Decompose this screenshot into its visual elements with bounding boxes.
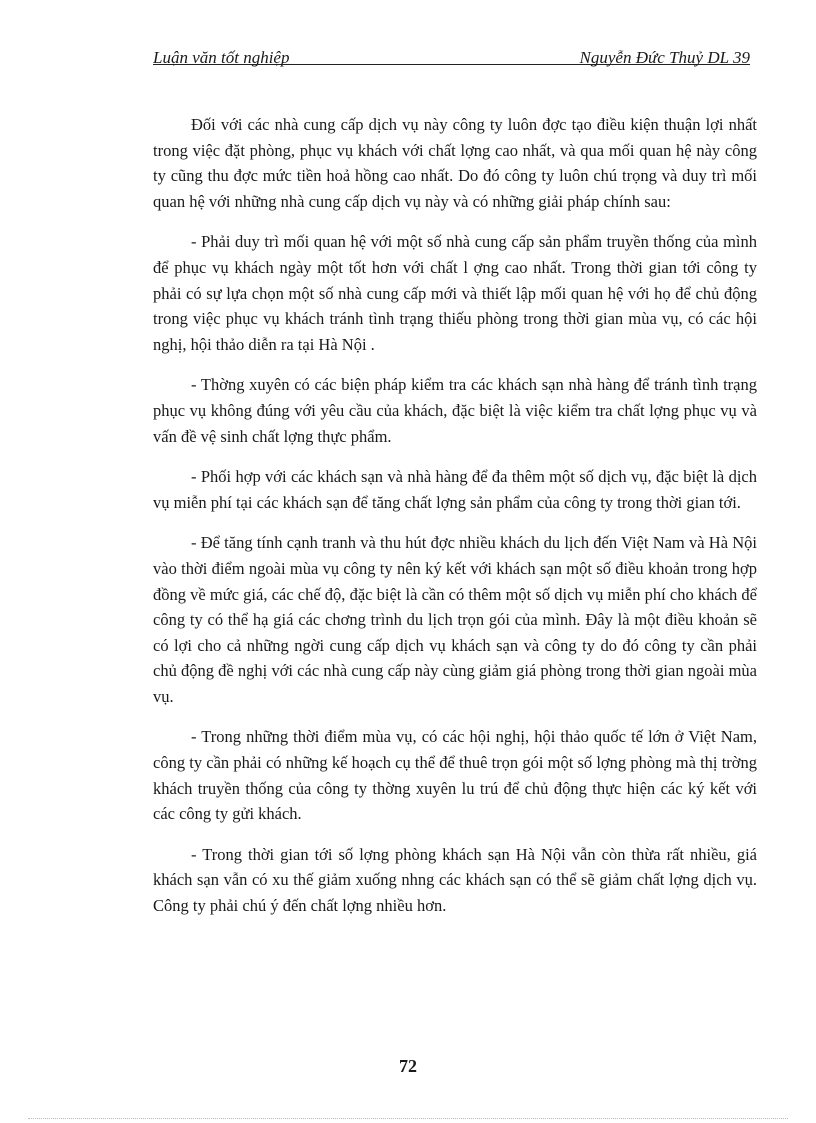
header-divider [153, 64, 750, 65]
running-header [153, 48, 750, 68]
paragraph-maintain-relations: - Phải duy trì mối quan hệ với một số nhà cung cấp sản phẩm truyền thống của mình để phục vụ khách ngày một tốt hơn với chất l ợng cao nhất. Trong thời gian tới công ty phải có sự lựa chọn một số nhà cung cấp mới và thiết lập mối quan hệ với họ để chủ động trong việc phục vụ khách tránh tình trạng thiếu phòng trong thời gian mùa vụ, có các hội nghị, hội thảo diễn ra tại Hà Nội . [153, 232, 757, 354]
body-text [153, 112, 757, 934]
header-author: Nguyễn Đức Thuỷ DL 39 [579, 48, 750, 67]
page-bottom-divider [28, 1118, 788, 1119]
paragraph-inspection: - Thờng xuyên có các biện pháp kiểm tra các khách sạn nhà hàng để tránh tình trạng phục vụ không đúng với yêu cầu của khách, đặc biệt là việc kiểm tra chất lợng phục vụ và vấn đề vệ sinh chất lợng thực phẩm. [153, 375, 757, 446]
paragraph-intro: Đối với các nhà cung cấp dịch vụ này công ty luôn đợc tạo điều kiện thuận lợi nhất trong việc đặt phòng, phục vụ khách với chất lợng cao nhất, và qua mối quan hệ này công ty cũng thu đợc mức tiền hoả hồng cao nhất. Do đó công ty luôn chú trọng và duy trì mối quan hệ với những nhà cung cấp dịch vụ này và có những giải pháp chính sau: [153, 115, 757, 211]
paragraph-quality: - Trong thời gian tới số lợng phòng khách sạn Hà Nội vẫn còn thừa rất nhiều, giá khách sạn vẫn có xu thế giảm xuống nhng các khách sạn có thể sẽ giảm chất lợng dịch vụ. Công ty phải chú ý đến chất lợng nhiều hơn. [153, 844, 757, 916]
paragraph-competitiveness: - Để tăng tính cạnh tranh và thu hút đợc nhiều khách du lịch đến Việt Nam và Hà Nội vào thời điểm ngoài mùa vụ công ty nên ký kết với khách sạn một số điều khoản trong hợp đồng về mức giá, các chế độ, đặc biệt là cần có thêm một số dịch vụ miễn phí cho khách để công ty có thể hạ giá các chơng trình du lịch trọn gói của mình. Đây là một điều khoản sẽ có lợi cho cả những ngời cung cấp dịch vụ khách sạn và công ty do đó công ty cần phải chủ động đề nghị với các nhà cung cấp này cùng giảm giá phòng trong thời gian ngoài mùa vụ. [153, 533, 757, 706]
paragraph-cooperation: - Phối hợp với các khách sạn và nhà hàng để đa thêm một số dịch vụ, đặc biệt là dịch vụ miễn phí tại các khách sạn để tăng chất lợng sản phẩm của công ty trong thời gian tới. [153, 467, 757, 512]
paragraph-peak-season: - Trong những thời điểm mùa vụ, có các hội nghị, hội thảo quốc tế lớn ở Việt Nam, công ty cần phải có những kế hoạch cụ thể để thuê trọn gói một số lợng phòng mà thị trờng khách truyền thống của công ty thờng xuyên lu trú để chủ động thực hiện các ký kết với các công ty gửi khách. [153, 727, 757, 824]
header-thesis-title: Luận văn tốt nghiệp [153, 48, 290, 67]
page-number: 72 [399, 1056, 417, 1076]
